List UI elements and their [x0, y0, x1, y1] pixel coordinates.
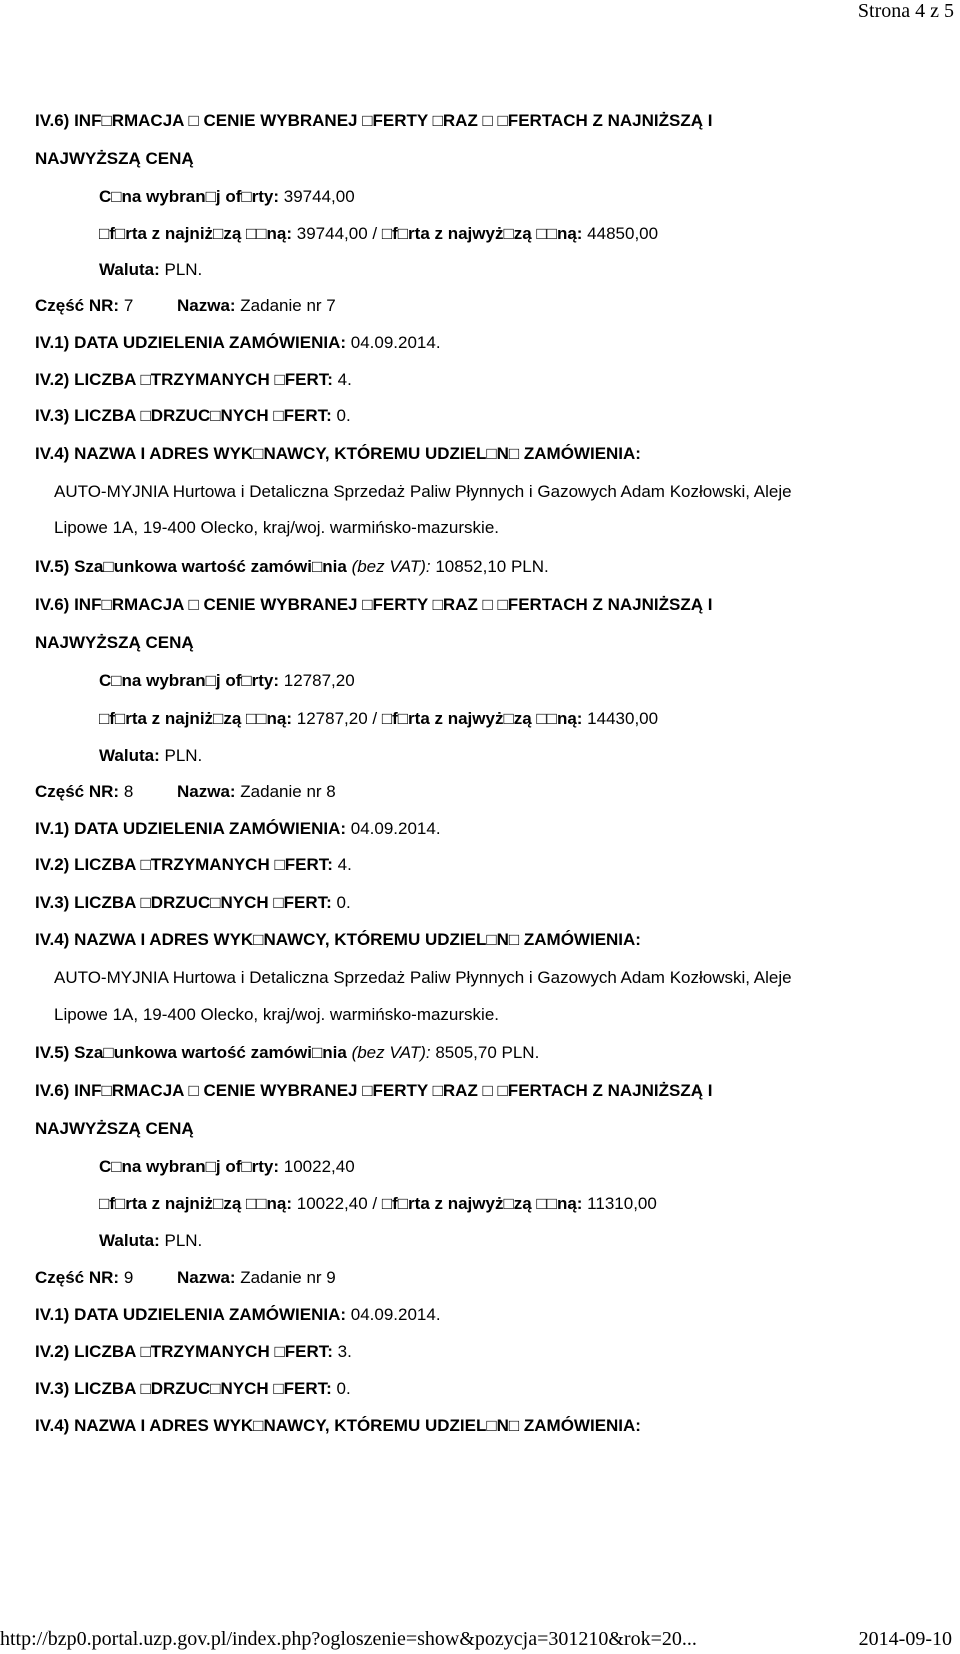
estimated-value-label: IV.5) Sza□unkowa wartość zamówi□nia: [35, 1043, 347, 1062]
rejected-offers-value: 0.: [331, 893, 351, 912]
part-name: [177, 1268, 336, 1288]
award-date: [35, 1305, 441, 1325]
selected-offer-label: C□na wybran□j of□rty:: [99, 1157, 280, 1176]
highest-offer-label: □f□rta z najwyż□zą □□ną:: [381, 1194, 583, 1213]
part-number: [35, 782, 133, 802]
selected-offer-label: C□na wybran□j of□rty:: [99, 187, 280, 206]
currency-label: Waluta:: [99, 746, 160, 765]
contractor-heading: IV.4) NAZWA I ADRES WYK□NAWCY, KTÓREMU UDZIEL□N□ ZAMÓWIENIA:: [35, 1416, 641, 1435]
part-label: Część NR:: [35, 782, 120, 801]
contractor-heading: IV.4) NAZWA I ADRES WYK□NAWCY, KTÓREMU UDZIEL□N□ ZAMÓWIENIA:: [35, 930, 641, 949]
highest-offer-label: □f□rta z najwyż□zą □□ną:: [381, 224, 583, 243]
part-label: Część NR:: [35, 296, 120, 315]
part-name: [177, 782, 336, 802]
contractor-address-line1: AUTO-MYJNIA Hurtowa i Detaliczna Sprzedaż Paliw Płynnych i Gazowych Adam Kozłowski, Aleje: [54, 482, 792, 501]
highest-offer-label: □f□rta z najwyż□zą □□ną:: [381, 709, 583, 728]
offer-range: [99, 709, 658, 729]
name-label: Nazwa:: [177, 782, 236, 801]
currency: [99, 746, 202, 766]
rejected-offers-label: IV.3) LICZBA □DRZUC□NYCH □FERT:: [35, 1379, 332, 1398]
award-date-label: IV.1) DATA UDZIELENIA ZAMÓWIENIA:: [35, 333, 347, 352]
award-date: [35, 819, 441, 839]
selected-offer-value: 39744,00: [279, 187, 355, 206]
estimated-value-vat: (bez VAT):: [346, 1043, 431, 1062]
part-number: [35, 1268, 133, 1288]
received-offers: [35, 855, 352, 875]
received-offers-label: IV.2) LICZBA □TRZYMANYCH □FERT:: [35, 1342, 333, 1361]
name-value: Zadanie nr 8: [235, 782, 336, 801]
award-date-label: IV.1) DATA UDZIELENIA ZAMÓWIENIA:: [35, 819, 347, 838]
received-offers-value: 3.: [332, 1342, 352, 1361]
info-heading-cont: NAJWYŻSZĄ CENĄ: [35, 633, 194, 652]
currency: [99, 260, 202, 280]
contractor-address-line1: AUTO-MYJNIA Hurtowa i Detaliczna Sprzedaż Paliw Płynnych i Gazowych Adam Kozłowski, Aleje: [54, 968, 792, 987]
name-value: Zadanie nr 7: [235, 296, 336, 315]
part-name: [177, 296, 336, 316]
selected-offer-price: [99, 671, 355, 691]
selected-offer-label: C□na wybran□j of□rty:: [99, 671, 280, 690]
selected-offer-price: [99, 1157, 355, 1177]
info-heading: IV.6) INF□RMACJA □ CENIE WYBRANEJ □FERTY □RAZ □ □FERTACH Z NAJNIŻSZĄ I: [35, 111, 713, 130]
part-number: [35, 296, 133, 316]
selected-offer-price: [99, 187, 355, 207]
estimated-value: [35, 557, 549, 577]
lowest-offer-label: □f□rta z najniż□zą □□ną:: [99, 224, 293, 243]
footer-date: 2014-09-10: [858, 1628, 952, 1650]
contractor-address-line2: Lipowe 1A, 19-400 Olecko, kraj/woj. warmińsko-mazurskie.: [54, 1005, 500, 1024]
award-date-value: 04.09.2014.: [346, 1305, 441, 1324]
currency: [99, 1231, 202, 1251]
selected-offer-value: 12787,20: [279, 671, 355, 690]
award-date-value: 04.09.2014.: [346, 819, 441, 838]
lowest-offer-value: 12787,20 /: [292, 709, 382, 728]
received-offers: [35, 370, 352, 390]
award-date-label: IV.1) DATA UDZIELENIA ZAMÓWIENIA:: [35, 1305, 347, 1324]
lowest-offer-label: □f□rta z najniż□zą □□ną:: [99, 1194, 293, 1213]
highest-offer-value: 44850,00: [582, 224, 659, 243]
received-offers-label: IV.2) LICZBA □TRZYMANYCH □FERT:: [35, 370, 333, 389]
rejected-offers: [35, 1379, 351, 1399]
estimated-value-amount: 10852,10 PLN.: [430, 557, 549, 576]
selected-offer-value: 10022,40: [279, 1157, 355, 1176]
info-heading-cont: NAJWYŻSZĄ CENĄ: [35, 149, 194, 168]
currency-label: Waluta:: [99, 260, 160, 279]
info-heading: IV.6) INF□RMACJA □ CENIE WYBRANEJ □FERTY □RAZ □ □FERTACH Z NAJNIŻSZĄ I: [35, 595, 713, 614]
name-value: Zadanie nr 9: [235, 1268, 336, 1287]
part-value: 7: [119, 296, 134, 315]
part-value: 9: [119, 1268, 134, 1287]
info-heading-cont: NAJWYŻSZĄ CENĄ: [35, 1119, 194, 1138]
highest-offer-value: 11310,00: [582, 1194, 657, 1213]
lowest-offer-label: □f□rta z najniż□zą □□ną:: [99, 709, 293, 728]
currency-value: PLN.: [159, 1231, 203, 1250]
received-offers-label: IV.2) LICZBA □TRZYMANYCH □FERT:: [35, 855, 333, 874]
currency-label: Waluta:: [99, 1231, 160, 1250]
page-number: Strona 4 z 5: [857, 0, 954, 22]
offer-range: [99, 224, 658, 244]
name-label: Nazwa:: [177, 296, 236, 315]
estimated-value-amount: 8505,70 PLN.: [430, 1043, 540, 1062]
received-offers-value: 4.: [332, 855, 352, 874]
rejected-offers-label: IV.3) LICZBA □DRZUC□NYCH □FERT:: [35, 406, 332, 425]
award-date-value: 04.09.2014.: [346, 333, 441, 352]
contractor-heading: IV.4) NAZWA I ADRES WYK□NAWCY, KTÓREMU UDZIEL□N□ ZAMÓWIENIA:: [35, 444, 641, 463]
part-label: Część NR:: [35, 1268, 120, 1287]
currency-value: PLN.: [159, 746, 203, 765]
info-heading: IV.6) INF□RMACJA □ CENIE WYBRANEJ □FERTY □RAZ □ □FERTACH Z NAJNIŻSZĄ I: [35, 1081, 713, 1100]
name-label: Nazwa:: [177, 1268, 236, 1287]
currency-value: PLN.: [159, 260, 203, 279]
rejected-offers-label: IV.3) LICZBA □DRZUC□NYCH □FERT:: [35, 893, 332, 912]
award-date: [35, 333, 441, 353]
contractor-address-line2: Lipowe 1A, 19-400 Olecko, kraj/woj. warmińsko-mazurskie.: [54, 518, 500, 537]
offer-range: [99, 1194, 657, 1214]
estimated-value-label: IV.5) Sza□unkowa wartość zamówi□nia: [35, 557, 347, 576]
rejected-offers: [35, 893, 351, 913]
lowest-offer-value: 10022,40 /: [292, 1194, 382, 1213]
highest-offer-value: 14430,00: [582, 709, 659, 728]
rejected-offers-value: 0.: [331, 406, 351, 425]
received-offers: [35, 1342, 352, 1362]
lowest-offer-value: 39744,00 /: [292, 224, 382, 243]
estimated-value: [35, 1043, 539, 1063]
estimated-value-vat: (bez VAT):: [346, 557, 431, 576]
received-offers-value: 4.: [332, 370, 352, 389]
rejected-offers-value: 0.: [331, 1379, 351, 1398]
part-value: 8: [119, 782, 134, 801]
footer-url: http://bzp0.portal.uzp.gov.pl/index.php?ogloszenie=show&pozycja=301210&rok=20...: [0, 1628, 697, 1650]
rejected-offers: [35, 406, 351, 426]
